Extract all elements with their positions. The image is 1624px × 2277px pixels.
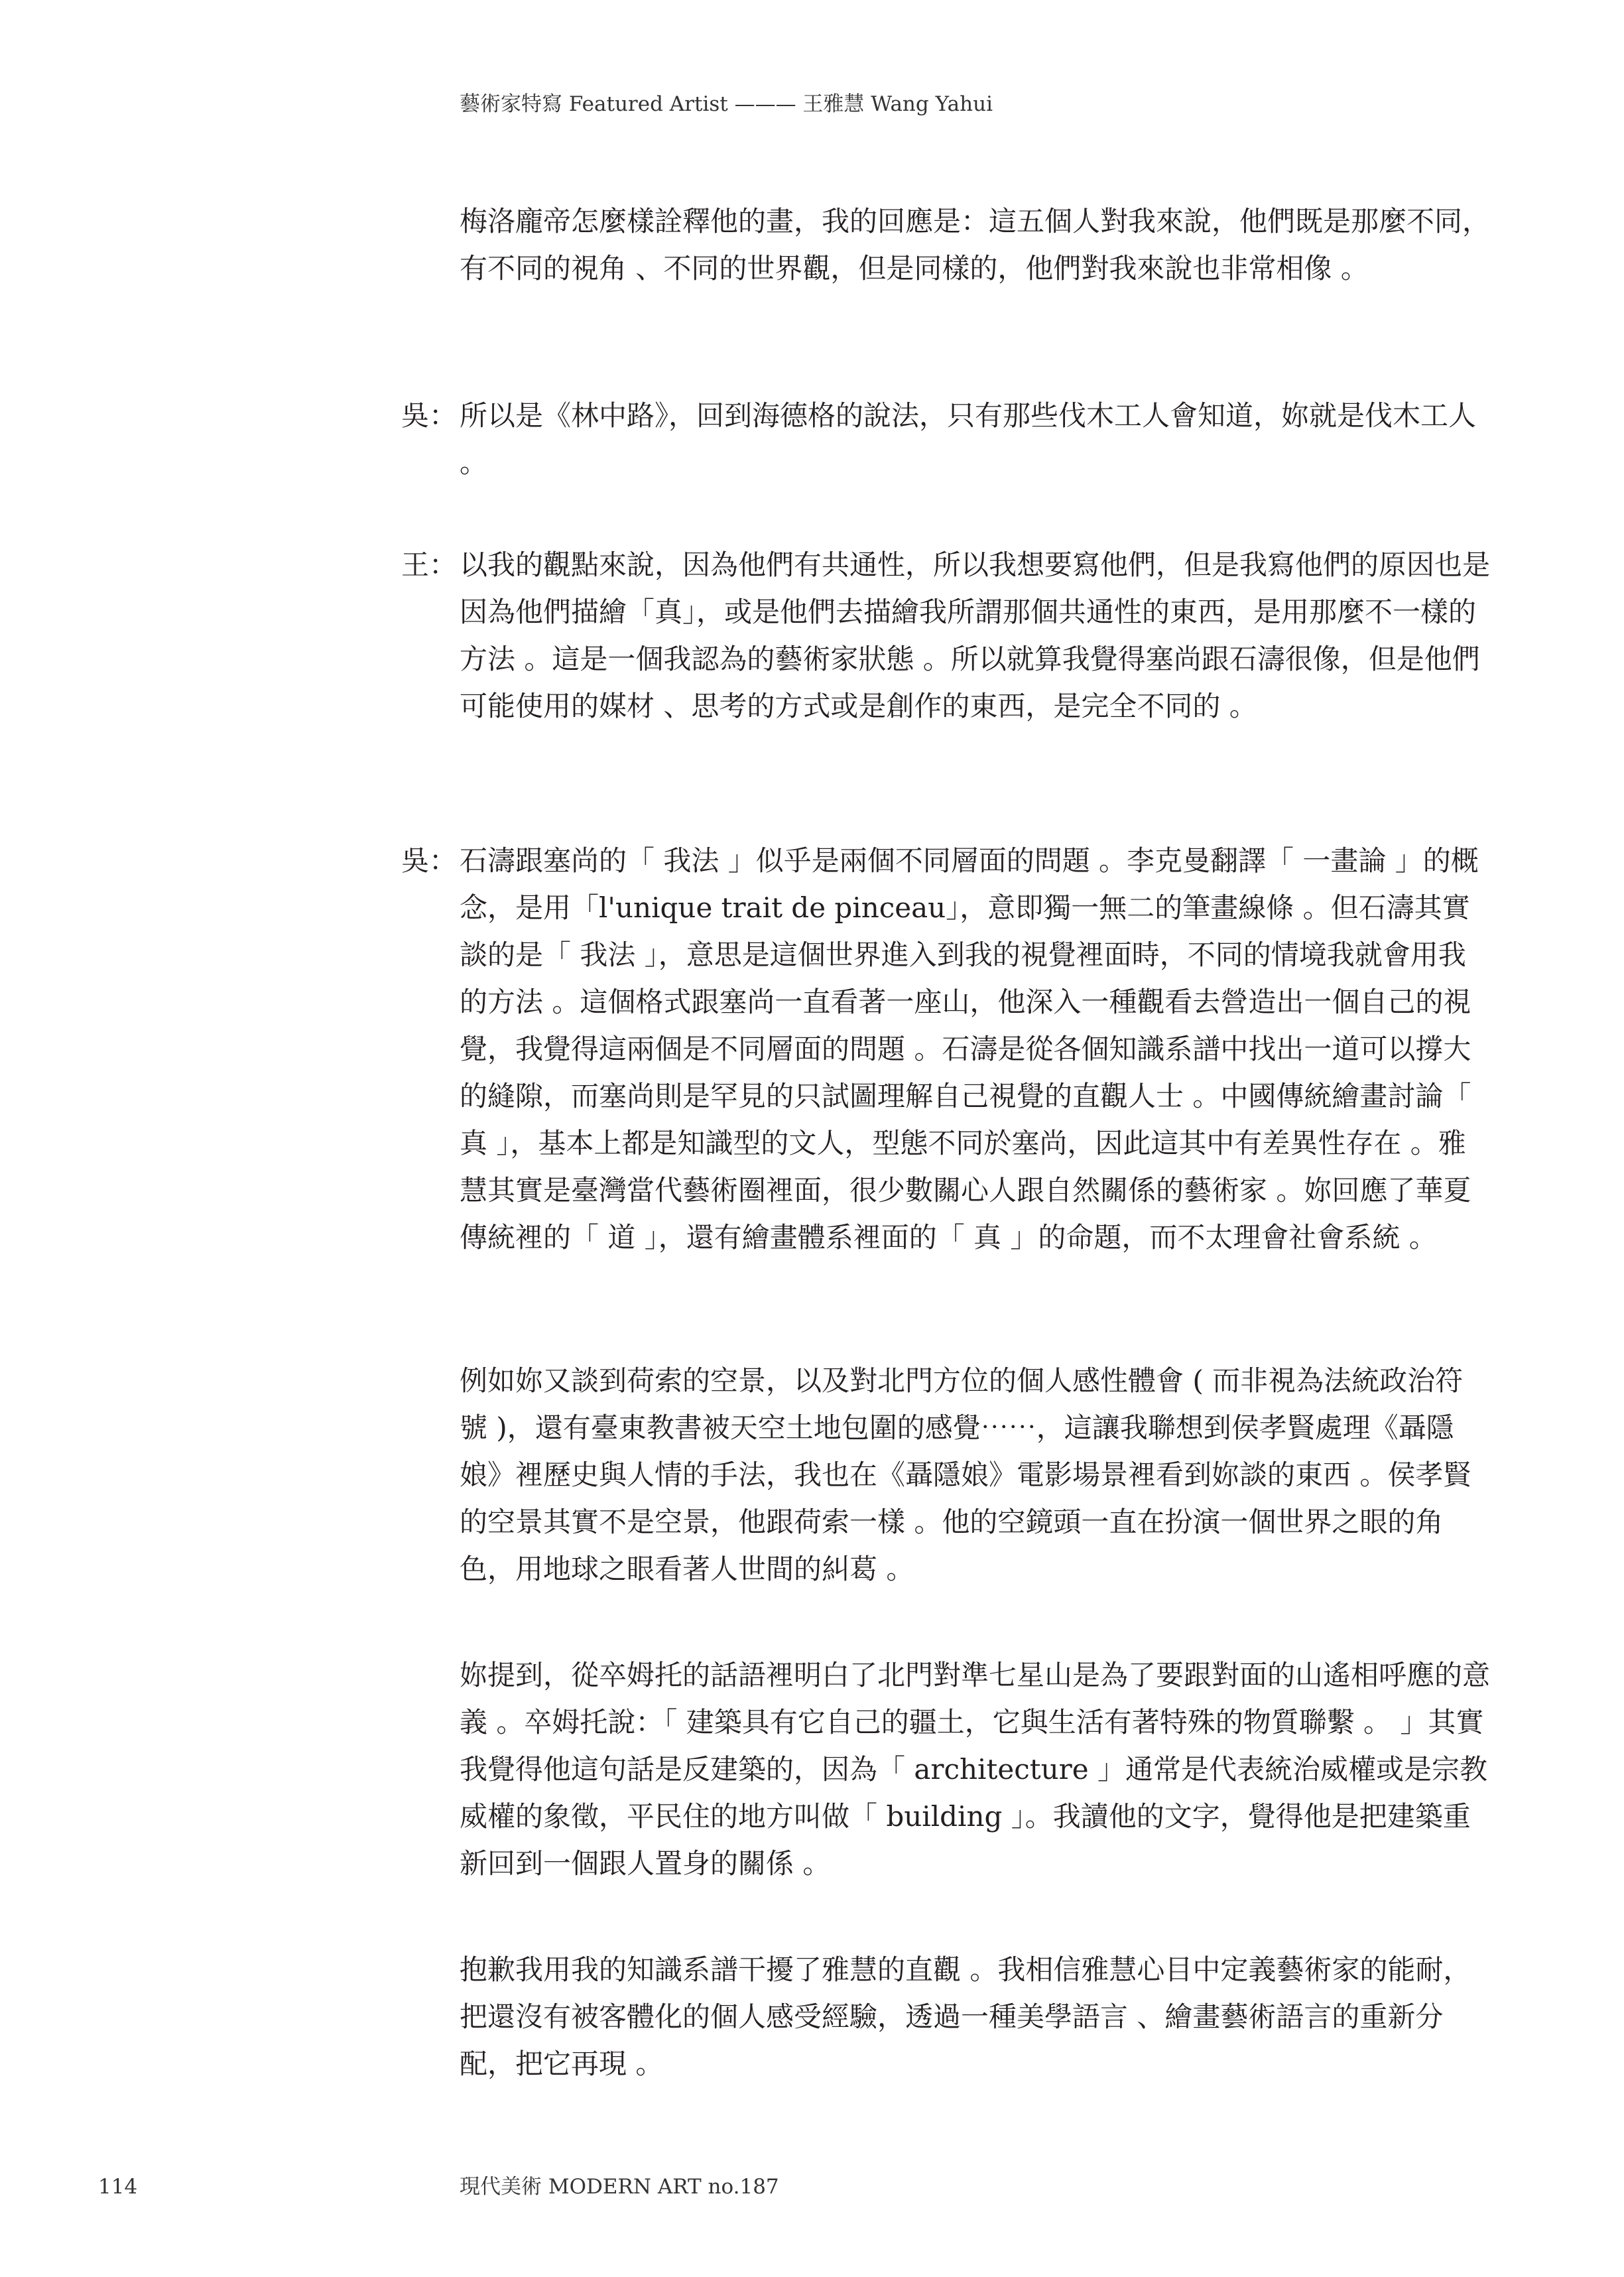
speaker-label: 王： [401, 549, 458, 581]
paragraph-7 [460, 1946, 1491, 2087]
paragraph-5 [460, 1357, 1491, 1593]
paragraph-text: 梅洛龐帝怎麼樣詮釋他的畫，我的回應是：這五個人對我來說，他們既是那麼不同，有不同的視角 、不同的世界觀，但是同樣的，他們對我來說也非常相像 。 [460, 205, 1491, 285]
paragraph-4 [401, 837, 1491, 1261]
speaker-label: 吳： [401, 399, 458, 432]
paragraph-2 [401, 392, 1491, 486]
paragraph-1 [460, 198, 1491, 292]
running-header: 藝術家特寫 Featured Artist ——— 王雅慧 Wang Yahui [460, 92, 993, 116]
paragraph-6 [460, 1652, 1491, 1887]
paragraph-text: 石濤跟塞尚的「 我法 」似乎是兩個不同層面的問題 。李克曼翻譯「 一畫論 」的概念，是用「l'unique trait de pinceau」，意即獨一無二的筆畫線條 。但石濤其實談的是「 我法 」，意思是這個世界進入到我的視覺裡面時，不同的情境我就會用我的方法 。這個格式跟塞尚一直看著一座山，他深入一種觀看去營造出一個自己的視覺，我覺得這兩個是不同層面的問題 。石濤是從各個知識系譜中找出一道可以撐大的縫隙，而塞尚則是罕見的只試圖理解自己視覺的直觀人士 。中國傳統繪畫討論「 真 」，基本上都是知識型的文人，型態不同於塞尚，因此這其中有差異性存在 。雅慧其實是臺灣當代藝術圈裡面，很少數關心人跟自然關係的藝術家 。妳回應了華夏傳統裡的「 道 」，還有繪畫體系裡面的「 真 」的命題，而不太理會社會系統 。 [460, 844, 1479, 1254]
paragraph-text: 妳提到，從卒姆托的話語裡明白了北門對準七星山是為了要跟對面的山遙相呼應的意義 。卒姆托說：「 建築具有它自己的疆土，它與生活有著特殊的物質聯繫 。 」其實我覺得他這句話是反建築的，因為「 architecture 」通常是代表統治威權或是宗教威權的象徵，平民住的地方叫做「 building 」。我讀他的文字，覺得他是把建築重新回到一個跟人置身的關係 。 [460, 1659, 1491, 1880]
paragraph-text: 抱歉我用我的知識系譜干擾了雅慧的直觀 。我相信雅慧心目中定義藝術家的能耐，把還沒有被客體化的個人感受經驗，透過一種美學語言 、繪畫藝術語言的重新分配，把它再現 。 [460, 1953, 1471, 2080]
paragraph-3 [401, 541, 1491, 730]
journal-title: 現代美術 MODERN ART no.187 [460, 2175, 779, 2199]
speaker-label: 吳： [401, 844, 458, 877]
paragraph-text: 所以是《林中路》，回到海德格的說法，只有那些伐木工人會知道，妳就是伐木工人 。 [460, 399, 1477, 479]
page-number: 114 [98, 2175, 138, 2199]
paragraph-text: 以我的觀點來說，因為他們有共通性，所以我想要寫他們，但是我寫他們的原因也是因為他們描繪「真」，或是他們去描繪我所謂那個共通性的東西，是用那麼不一樣的方法 。這是一個我認為的藝術家狀態 。所以就算我覺得塞尚跟石濤很像，但是他們可能使用的媒材 、思考的方式或是創作的東西，是完全不同的 。 [460, 549, 1491, 722]
paragraph-text: 例如妳又談到荷索的空景，以及對北門方位的個人感性體會 ( 而非視為法統政治符號 )，還有臺東教書被天空土地包圍的感覺⋯⋯，這讓我聯想到侯孝賢處理《聶隱娘》裡歷史與人情的手法，我也在《聶隱娘》電影場景裡看到妳談的東西 。侯孝賢的空景其實不是空景，他跟荷索一樣 。他的空鏡頭一直在扮演一個世界之眼的角色，用地球之眼看著人世間的糾葛 。 [460, 1364, 1471, 1585]
